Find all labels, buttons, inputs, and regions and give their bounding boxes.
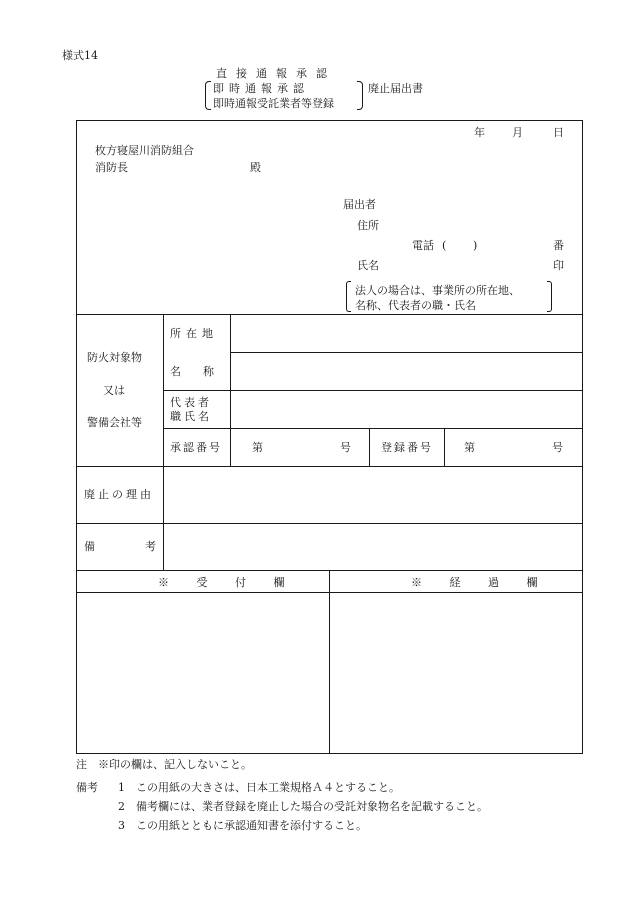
footnote: 注 ※印の欄は、記入しないこと。 <box>76 758 252 771</box>
abolition-reason-label: 廃止の理由 <box>84 488 154 501</box>
remarks-field-label-part-2: 考 <box>145 540 156 553</box>
title-line-2: 即時通報承認 <box>213 82 309 95</box>
address-label: 住所 <box>357 219 379 232</box>
registration-number-suffix: 号 <box>552 441 563 454</box>
date-month-label: 月 <box>512 126 523 139</box>
rule-office-split <box>329 570 330 754</box>
rule-header-bottom <box>76 314 583 315</box>
notifier-label: 届出者 <box>343 198 376 211</box>
title-suffix: 廃止届出書 <box>368 82 423 95</box>
remarks-label: 備考 <box>76 781 98 794</box>
corporation-note: 法人の場合は、事業所の所在地、 名称、代表者の職・氏名 <box>355 284 520 312</box>
approval-number-label: 承認番号 <box>170 441 222 454</box>
addressee-organization: 枚方寝屋川消防組合 <box>95 144 194 157</box>
rule-target-bottom <box>76 466 583 467</box>
approval-number-prefix: 第 <box>252 441 263 454</box>
remark-item: 1 この用紙の大きさは、日本工業規格Ａ４とすること。 <box>118 781 400 794</box>
title-bracket-right <box>357 81 363 110</box>
phone-number-suffix: 番 <box>553 239 564 252</box>
representative-label-line-2: 職氏名 <box>170 410 212 423</box>
corporation-note-bracket-left <box>346 281 351 312</box>
date-year-label: 年 <box>474 126 485 139</box>
progress-column-header: ※ 経 過 欄 <box>411 576 550 589</box>
reception-column-header: ※ 受 付 欄 <box>158 576 297 589</box>
phone-paren-open: ( <box>442 239 447 252</box>
representative-label-line-1: 代表者 <box>170 396 212 409</box>
addressee-title: 消防長 <box>95 161 128 174</box>
name-field-label: 名称 <box>170 365 236 378</box>
target-row-header-line-3: 警備会社等 <box>87 416 142 429</box>
addressee-honorific: 殿 <box>250 161 261 174</box>
target-row-header-line-2: 又は <box>103 384 125 397</box>
registration-number-prefix: 第 <box>464 441 475 454</box>
rule-col-3 <box>369 428 370 466</box>
rule-target-2 <box>163 390 583 391</box>
approval-number-suffix: 号 <box>340 441 351 454</box>
registration-number-label: 登録番号 <box>381 441 433 454</box>
rule-target-1 <box>230 352 583 353</box>
location-label: 所在地 <box>170 327 218 340</box>
rule-col-1 <box>163 314 164 570</box>
remark-item: 2 備考欄には、業者登録を廃止した場合の受託対象物名を記載すること。 <box>118 800 488 813</box>
title-line-3: 即時通報受託業者等登録 <box>213 97 334 110</box>
rule-target-3 <box>163 428 583 429</box>
phone-paren-close: ) <box>473 239 478 252</box>
form-number: 様式14 <box>62 49 98 62</box>
rule-col-2 <box>230 314 231 466</box>
title-bracket-left <box>205 81 211 110</box>
seal-mark: 印 <box>553 259 564 272</box>
target-row-header-line-1: 防火対象物 <box>87 351 142 364</box>
remarks-field-label-part-1: 備 <box>84 540 95 553</box>
corporation-note-bracket-right <box>547 281 552 312</box>
date-day-label: 日 <box>553 126 564 139</box>
remark-item: 3 この用紙とともに承認通知書を添付すること。 <box>118 819 367 832</box>
phone-label: 電話 <box>412 239 434 252</box>
rule-col-4 <box>444 428 445 466</box>
rule-abolition-bottom <box>76 523 583 524</box>
title-line-1: 直接通報承認 <box>216 67 336 80</box>
name-label: 氏名 <box>357 259 379 272</box>
